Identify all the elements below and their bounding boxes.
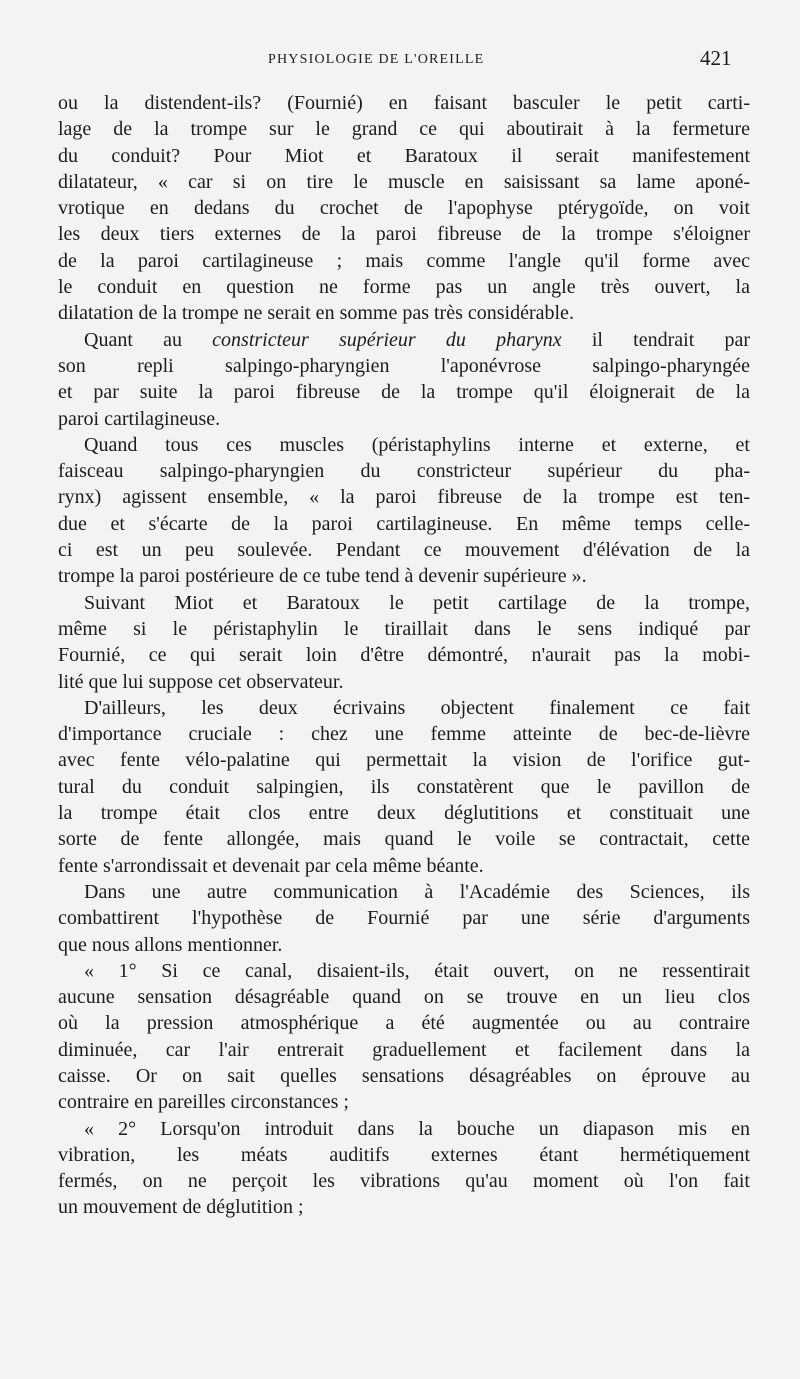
text-line: vrotique en dedans du crochet de l'apophyse ptérygoïde, on voit: [58, 197, 750, 220]
text-line: « 1° Si ce canal, disaient-ils, était ouvert, on ne ressentirait: [84, 959, 750, 982]
text-line: ou la distendent-ils? (Fournié) en faisant basculer le petit carti-: [58, 92, 750, 114]
text-line: diminuée, car l'air entrerait graduellement et facilement dans la: [58, 1038, 750, 1061]
text-line: caisse. Or on sait quelles sensations désagréables on éprouve au: [58, 1064, 750, 1087]
text-line: faisceau salpingo-pharyngien du constricteur supérieur du pha-: [58, 460, 750, 483]
text-line: le conduit en question ne forme pas un angle très ouvert, la: [58, 276, 750, 299]
text-line: dilatation de la trompe ne serait en somme pas très considérable.: [58, 302, 574, 325]
text-line: avec fente vélo-palatine qui permettait la vision de l'orifice gut-: [58, 749, 750, 772]
text-line: lage de la trompe sur le grand ce qui aboutirait à la fermeture: [58, 118, 750, 141]
text-line: un mouvement de déglutition ;: [58, 1196, 304, 1219]
text-line: où la pression atmosphérique a été augmentée ou au contraire: [58, 1012, 750, 1035]
text-line: rynx) agissent ensemble, « la paroi fibreuse de la trompe est ten-: [58, 486, 750, 509]
text-line: ci est un peu soulevée. Pendant ce mouvement d'élévation de la: [58, 539, 750, 562]
text-line: paroi cartilagineuse.: [58, 407, 221, 430]
text-line: Quand tous ces muscles (péristaphylins interne et externe, et: [84, 433, 750, 456]
text-line: « 2° Lorsqu'on introduit dans la bouche un diapason mis en: [84, 1117, 750, 1140]
page-number: 421: [700, 46, 732, 70]
italic-term: constricteur supérieur du pharynx: [212, 328, 562, 351]
text-line: même si le péristaphylin le tiraillait dans le sens indiqué par: [58, 617, 750, 640]
text-line: et par suite la paroi fibreuse de la trompe qu'il éloignerait de la: [58, 381, 750, 404]
text-line: son repli salpingo-pharyngien l'aponévrose salpingo-pharyngée: [58, 354, 750, 377]
text-line: combattirent l'hypothèse de Fournié par une série d'arguments: [58, 907, 750, 930]
text-line: [58, 327, 750, 353]
text-line: fermés, on ne perçoit les vibrations qu'au moment où l'on fait: [58, 1170, 750, 1193]
text-line: dilatateur, « car si on tire le muscle en saisissant sa lame aponé-: [58, 170, 750, 193]
text-segment: il tendrait par: [561, 328, 750, 351]
text-line: trompe la paroi postérieure de ce tube tend à devenir supérieure ».: [58, 565, 587, 588]
running-title: PHYSIOLOGIE DE L'OREILLE: [268, 52, 485, 67]
text-line: sorte de fente allongée, mais quand le voile se contractait, cette: [58, 828, 750, 851]
text-line: les deux tiers externes de la paroi fibreuse de la trompe s'éloigner: [58, 223, 750, 246]
text-line: fente s'arrondissait et devenait par cela même béante.: [58, 854, 484, 877]
text-line: Fournié, ce qui serait loin d'être démontré, n'aurait pas la mobi-: [58, 644, 750, 667]
running-head: [0, 46, 800, 76]
text-line: vibration, les méats auditifs externes étant hermétiquement: [58, 1143, 750, 1166]
text-line: aucune sensation désagréable quand on se trouve en un lieu clos: [58, 986, 750, 1009]
text-line: d'importance cruciale : chez une femme atteinte de bec-de-lièvre: [58, 723, 750, 746]
text-line: lité que lui suppose cet observateur.: [58, 670, 344, 693]
text-line: Suivant Miot et Baratoux le petit cartilage de la trompe,: [84, 591, 750, 614]
text-line: Dans une autre communication à l'Académie des Sciences, ils: [84, 880, 750, 903]
text-line: tural du conduit salpingien, ils constatèrent que le pavillon de: [58, 775, 750, 798]
body-text: [58, 90, 750, 1221]
text-line: due et s'écarte de la paroi cartilagineuse. En même temps celle-: [58, 512, 750, 535]
text-segment: Quant au: [84, 328, 213, 351]
text-line: la trompe était clos entre deux déglutitions et constituait une: [58, 802, 750, 825]
text-line: que nous allons mentionner.: [58, 933, 283, 956]
text-line: de la paroi cartilagineuse ; mais comme l'angle qu'il forme avec: [58, 249, 750, 272]
text-line: contraire en pareilles circonstances ;: [58, 1091, 349, 1114]
text-line: du conduit? Pour Miot et Baratoux il serait manifestement: [58, 144, 750, 167]
text-line: D'ailleurs, les deux écrivains objectent finalement ce fait: [84, 696, 750, 719]
